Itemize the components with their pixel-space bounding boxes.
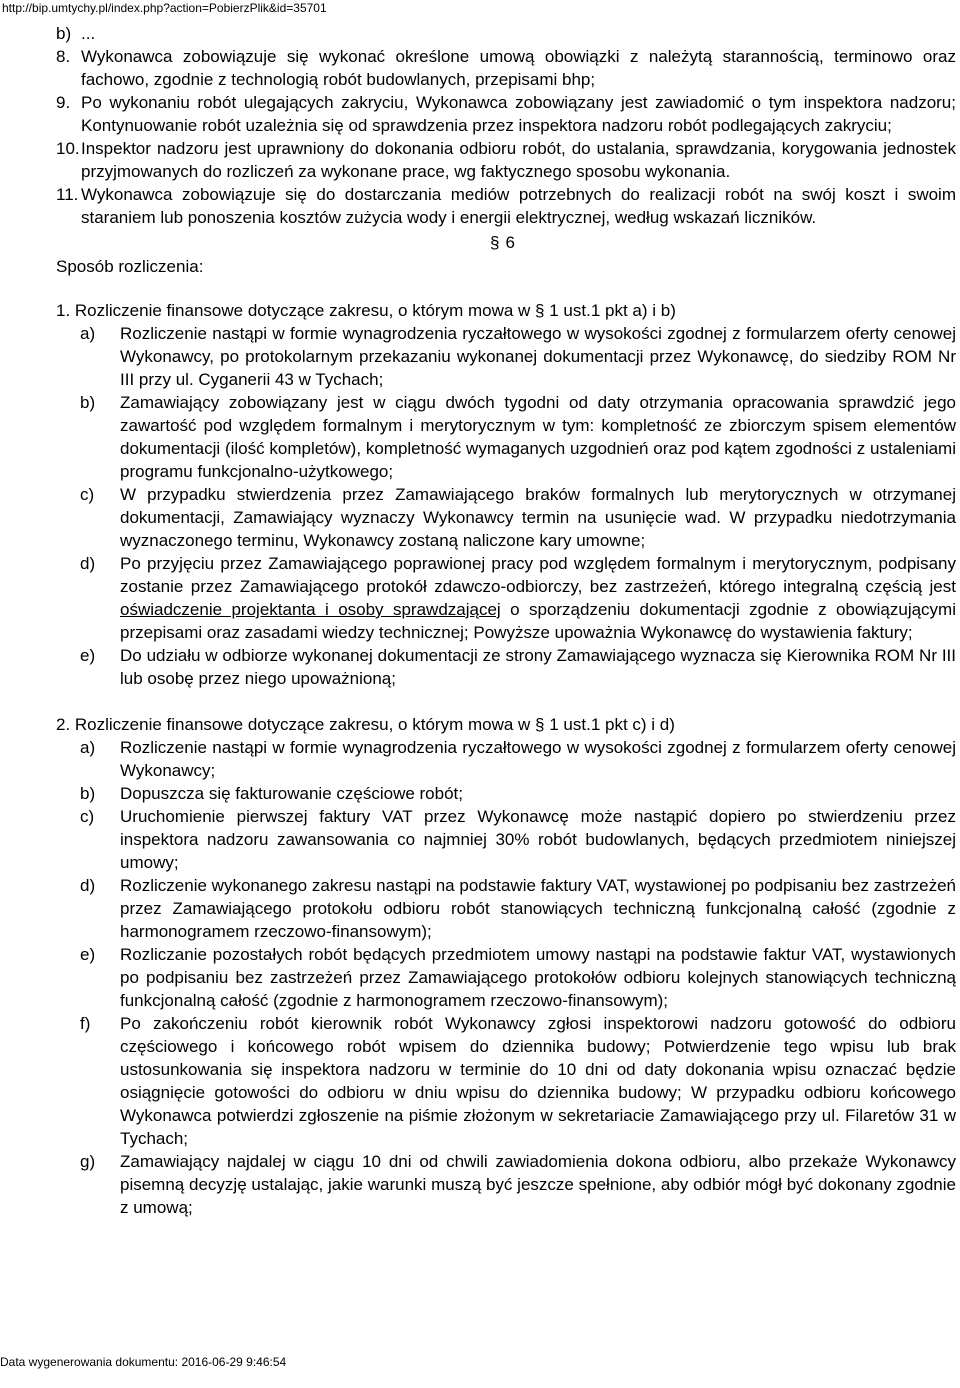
section-heading-2 xyxy=(56,713,956,736)
section-heading-1 xyxy=(56,299,956,322)
sub-item xyxy=(56,805,956,874)
sub-item-text: Zamawiający najdalej w ciągu 10 dni od chwili zawiadomienia dokona odbioru, albo przekaże Wykonawcy pisemną decyzję ustalając, jakie warunki muszą być jeszcze spełnione, aby odbiór mógł być dokonany zgodnie z umową; xyxy=(120,1152,956,1217)
item-number: 11. xyxy=(56,185,79,204)
heading-reference: 1 ust.1 pkt a) i b) xyxy=(549,301,676,320)
sub-item-text: Po przyjęciu przez Zamawiającego poprawionej pracy pod względem formalnym i merytorycznym, podpisany zostanie przez Zamawiającego protokół zdawczo-odbiorczy, bez zastrzeżeń, którego integralną częścią jest xyxy=(120,554,956,596)
section-symbol: § xyxy=(535,301,545,320)
sub-item xyxy=(56,943,956,1012)
sub-item-text: Rozliczenie wykonanego zakresu nastąpi na podstawie faktury VAT, wystawionej po podpisaniu bez zastrzeżeń przez Zamawiającego protokołu odbioru robót stanowiących techniczną funkcjonalną całość (zgodnie z harmonogramem rzeczowo-finansowym); xyxy=(120,876,956,941)
list-item xyxy=(56,22,956,45)
sub-item-text: Rozliczenie nastąpi w formie wynagrodzenia ryczałtowego w wysokości zgodnej z formularzem oferty cenowej Wykonawcy; xyxy=(120,738,956,780)
sub-item xyxy=(56,644,956,690)
item-text: Po wykonaniu robót ulegających zakryciu, Wykonawca zobowiązany jest zawiadomić o tym inspektora nadzoru; Kontynuowanie robót uzależnia się od sprawdzenia przez inspektora nadzoru robót podlegających zakryciu; xyxy=(81,93,956,135)
document-url-header: http://bip.umtychy.pl/index.php?action=PobierzPlik&id=35701 xyxy=(2,1,327,15)
list-item xyxy=(56,91,956,137)
list-item xyxy=(56,183,956,229)
section-number: 6 xyxy=(505,233,515,252)
sub-item xyxy=(56,1012,956,1150)
sub-item xyxy=(56,483,956,552)
sub-item-text: Dopuszcza się fakturowanie częściowe robót; xyxy=(120,784,463,803)
sub-item-label: a) xyxy=(80,738,96,757)
sub-item-label: a) xyxy=(80,324,96,343)
item-text: Inspektor nadzoru jest uprawniony do dokonania odbioru robót, do ustalania, sprawdzania, korygowania jednostek przyjmowanych do rozliczeń za wykonane prace, wg faktycznego sposobu wykonania. xyxy=(81,139,956,181)
item-number: b) xyxy=(56,24,72,43)
section-symbol: § xyxy=(490,233,500,252)
list-item xyxy=(56,45,956,91)
sub-item-text: Zamawiający zobowiązany jest w ciągu dwóch tygodni od daty otrzymania opracowania sprawdzić jego zawartość pod względem formalnym i merytorycznym w tym: kompletność ze zbiorczym spisem elementów dokumentacji (ilość kompletów), kompletność wymaganych uzgodnień oraz pod kątem zgodności z ustaleniami programu funkcjonalno-użytkowego; xyxy=(120,393,956,481)
underlined-text: oświadczenie projektanta i osoby sprawdzającej xyxy=(120,600,501,619)
sub-item-text: Uruchomienie pierwszej faktury VAT przez Wykonawcę może nastąpić dopiero po stwierdzeniu przez inspektora nadzoru zawansowania co najmniej 30% robót budowlanych, będących przedmiotem niniejszej umowy; xyxy=(120,807,956,872)
sub-item-text: Rozliczanie pozostałych robót będących przedmiotem umowy nastąpi na podstawie faktur VAT, wystawionych po podpisaniu bez zastrzeżeń przez Zamawiającego protokołów odbioru kolejnych stanowiących techniczną funkcjonalną całość (zgodnie z harmonogramem rzeczowo-finansowym); xyxy=(120,945,956,1010)
section-symbol: § xyxy=(535,715,545,734)
item-text: Wykonawca zobowiązuje się wykonać określone umową obowiązki z należytą starannością, terminowo oraz fachowo, zgodnie z technologią robót budowlanych, przepisami bhp; xyxy=(81,47,956,89)
section-label: Sposób rozliczenia: xyxy=(56,257,204,276)
sub-item-label: b) xyxy=(80,393,96,412)
sub-item-label: e) xyxy=(80,945,96,964)
sub-item-label: e) xyxy=(80,646,96,665)
sub-item-label: b) xyxy=(80,784,96,803)
item-number: 8. xyxy=(56,47,71,66)
sub-item-label: g) xyxy=(80,1152,96,1171)
sub-item-text: Po zakończeniu robót kierownik robót Wykonawcy zgłosi inspektorowi nadzoru gotowość do odbioru częściowego i końcowego robót wpisem do dziennika budowy; Potwierdzenie tego wpisu lub brak ustosunkowania się inspektora nadzoru w terminie do 10 dni od daty dokonania wpisu oznaczać będzie osiągnięcie gotowości do odbioru w dniu wpisu do dziennika budowy; W przypadku odbioru końcowego Wykonawca potwierdzi zgłoszenie na piśmie złożonym w sekretariacie Zamawiającego przy ul. Filaretów 31 w Tychach; xyxy=(120,1014,956,1148)
sub-item-text-cont: o sporządzeniu dokumentacji zgodnie z obowiązującymi przepisami oraz zasadami wiedzy technicznej; Powyższe upoważnia Wykonawcę do wystawienia faktury; xyxy=(120,600,956,642)
sub-item-text: W przypadku stwierdzenia przez Zamawiającego braków formalnych lub merytorycznych w otrzymanej dokumentacji, Zamawiający wyznaczy Wykonawcy termin na usunięcie wad. W przypadku niedotrzymania wyznaczonego terminu, Wykonawcy zostaną naliczone kary umowne; xyxy=(120,485,956,550)
item-text: ... xyxy=(81,24,96,43)
sub-item xyxy=(56,322,956,391)
sub-item-text: Do udziału w odbiorze wykonanej dokumentacji ze strony Zamawiającego wyznacza się Kierownika ROM Nr III lub osobę przez niego upoważnioną; xyxy=(120,646,956,688)
sub-item-label: f) xyxy=(80,1014,91,1033)
sub-item xyxy=(56,552,956,644)
heading-text: 2. Rozliczenie finansowe dotyczące zakresu, o którym mowa w xyxy=(56,715,531,734)
sub-item-label: d) xyxy=(80,554,96,573)
sub-item xyxy=(56,391,956,483)
document-body xyxy=(56,22,956,1219)
sub-item-text: Rozliczenie nastąpi w formie wynagrodzenia ryczałtowego w wysokości zgodnej z formularzem oferty cenowej Wykonawcy, po protokolarnym przekazaniu wykonanej dokumentacji przez Wykonawcę, do siedziby ROM Nr III przy ul. Cyganerii 43 w Tychach; xyxy=(120,324,956,389)
sub-item xyxy=(56,736,956,782)
heading-reference: 1 ust.1 pkt c) i d) xyxy=(549,715,675,734)
sub-item xyxy=(56,874,956,943)
sub-item-label: c) xyxy=(80,485,95,504)
heading-text: 1. Rozliczenie finansowe dotyczące zakresu, o którym mowa w xyxy=(56,301,531,320)
item-text: Wykonawca zobowiązuje się do dostarczania mediów potrzebnych do realizacji robót na swój koszt i swoim staraniem lub ponoszenia kosztów zużycia wody i energii elektrycznej, według wskazań liczników. xyxy=(81,185,956,227)
generation-date-footer: Data wygenerowania dokumentu: 2016-06-29 9:46:54 xyxy=(0,1355,287,1369)
item-number: 9. xyxy=(56,93,71,112)
sub-item xyxy=(56,1150,956,1219)
sub-item-label: d) xyxy=(80,876,96,895)
list-item xyxy=(56,137,956,183)
item-number: 10. xyxy=(56,139,80,158)
sub-item-label: c) xyxy=(80,807,95,826)
sub-item xyxy=(56,782,956,805)
paragraph-number xyxy=(490,231,515,254)
section-marker-row xyxy=(56,229,956,277)
